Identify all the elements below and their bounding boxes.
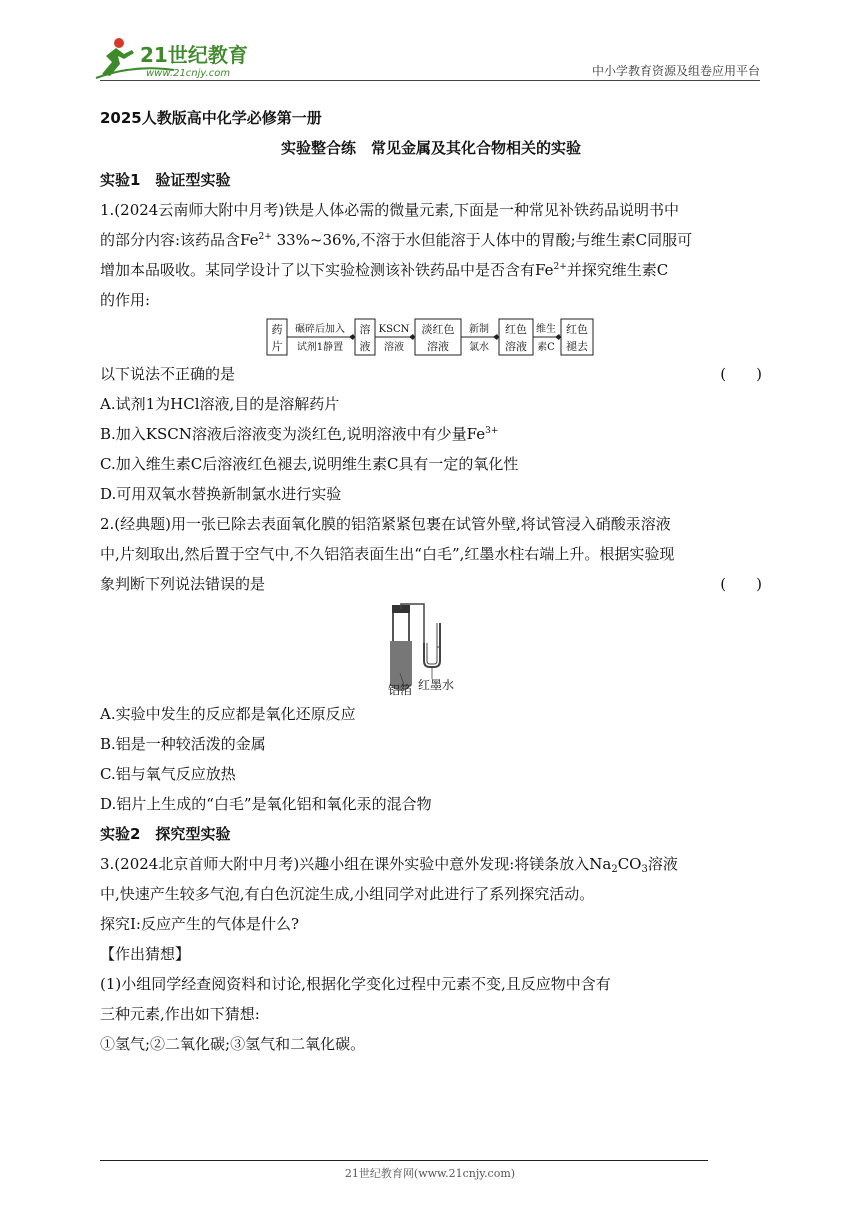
footer-text: 21世纪教育网(www.21cnjy.com) — [344, 1167, 516, 1180]
flow-box-3-bottom: 溶液 — [427, 340, 449, 353]
fig-label-aluminum-foil: 铝箔 — [388, 683, 413, 697]
q2-option-d: D.铝片上生成的“白毛”是氧化铝和氧化汞的混合物 — [100, 795, 432, 813]
q2-line-2: 中,片刻取出,然后置于空气中,不久铝箔表面生出“白毛”,红墨水柱右端上升。根据实验现 — [100, 545, 675, 563]
q3-line-5: (1)小组同学经查阅资料和讨论,根据化学变化过程中元素不变,且反应物中含有 — [100, 975, 611, 993]
flow-arrow-3-top: 新制 — [469, 324, 489, 335]
q2-option-a: A.实验中发生的反应都是氧化还原反应 — [100, 705, 356, 723]
flow-box-5-top: 红色 — [566, 323, 588, 336]
q3-line-3: 探究Ⅰ:反应产生的气体是什么? — [100, 915, 300, 933]
q1-option-b: B.加入KSCN溶液后溶液变为淡红色,说明溶液中有少量$Fe^{3+}$ — [100, 425, 499, 443]
q1-line-2: 的部分内容:该药品含$Fe^{2+}$ 33%~36%,不溶于水但能溶于人体中的胃酸;与维生素C同服可 — [100, 231, 693, 249]
q2-line-3: 象判断下列说法错误的是 ( ) — [100, 569, 762, 599]
header-divider — [100, 80, 760, 81]
q1-option-d: D.可用双氧水替换新制氯水进行实验 — [100, 485, 342, 503]
question-1 — [100, 195, 762, 509]
q1-option-c: C.加入维生素C后溶液红色褪去,说明维生素C具有一定的氧化性 — [100, 455, 519, 473]
header-platform-text: 中小学教育资源及组卷应用平台 — [591, 64, 760, 78]
q1-stem: 以下说法不正确的是 ( ) — [100, 359, 762, 389]
flow-arrow-4-top: 维生 — [536, 324, 556, 335]
flow-arrow-3-bottom: 氯水 — [469, 342, 489, 353]
q2-option-b: B.铝是一种较活泼的金属 — [100, 735, 266, 753]
flow-box-1-top: 药 — [271, 323, 283, 336]
flow-box-2-top: 溶 — [359, 323, 371, 336]
q3-line-4: 【作出猜想】 — [100, 945, 191, 963]
section-2-title: 实验2 探究型实验 — [100, 825, 231, 843]
flow-arrow-1-bottom: 试剂1静置 — [296, 342, 344, 353]
q1-flow-diagram — [265, 317, 597, 357]
doc-subtitle: 2025人教版高中化学必修第一册 — [100, 109, 322, 127]
flow-box-1-bottom: 片 — [271, 340, 283, 353]
flow-arrow-1-top: 碾碎后加入 — [295, 324, 345, 335]
q2-answer-paren: ( ) — [720, 575, 762, 593]
document-body — [100, 103, 762, 1059]
q1-answer-paren: ( ) — [720, 365, 762, 383]
q2-line-1: 2.(经典题)用一张已除去表面氧化膜的铝箔紧紧包裹在试管外壁,将试管浸入硝酸汞溶液 — [100, 515, 671, 533]
flow-box-2-bottom: 液 — [359, 340, 371, 353]
q3-line-1: 3.(2024北京首师大附中月考)兴趣小组在课外实验中意外发现:将镁条放入$Na_2CO_3$溶液 — [100, 855, 678, 875]
q1-option-a: A.试剂1为HCl溶液,目的是溶解药片 — [100, 395, 340, 413]
q2-option-c: C.铝与氧气反应放热 — [100, 765, 236, 783]
flow-arrow-2-top: KSCN — [378, 324, 410, 335]
q1-line-3: 增加本品吸收。某同学设计了以下实验检测该补铁药品中是否含有$Fe^{2+}$并探究维生素C — [100, 261, 669, 279]
q2-apparatus-figure — [366, 603, 496, 697]
flow-arrow-2-bottom: 溶液 — [384, 342, 404, 353]
flow-box-4-bottom: 溶液 — [505, 340, 527, 353]
q1-line-4: 的作用: — [100, 291, 151, 309]
question-3 — [100, 849, 762, 1059]
q3-line-7: ①氢气;②二氧化碳;③氢气和二氧化碳。 — [100, 1035, 366, 1053]
flow-box-4-top: 红色 — [505, 323, 527, 336]
question-2 — [100, 509, 762, 819]
flow-box-5-bottom: 褪去 — [566, 340, 588, 353]
flow-arrow-4-bottom: 素C — [537, 342, 555, 353]
q3-line-2: 中,快速产生较多气泡,有白色沉淀生成,小组同学对此进行了系列探究活动。 — [100, 885, 595, 903]
footer-divider — [100, 1160, 708, 1161]
logo-text: 21世纪教育 — [140, 43, 248, 67]
fig-label-red-ink: 红墨水 — [418, 678, 455, 692]
flow-box-3-top: 淡红色 — [421, 323, 455, 336]
logo-icon — [94, 34, 269, 80]
q1-line-1: 1.(2024云南师大附中月考)铁是人体必需的微量元素,下面是一种常见补铁药品说明书中 — [100, 201, 679, 219]
section-1-title: 实验1 验证型实验 — [100, 171, 231, 189]
logo-url: www.21cnjy.com — [146, 68, 231, 79]
doc-title: 实验整合练 常见金属及其化合物相关的实验 — [280, 139, 581, 157]
q3-line-6: 三种元素,作出如下猜想: — [100, 1005, 260, 1023]
